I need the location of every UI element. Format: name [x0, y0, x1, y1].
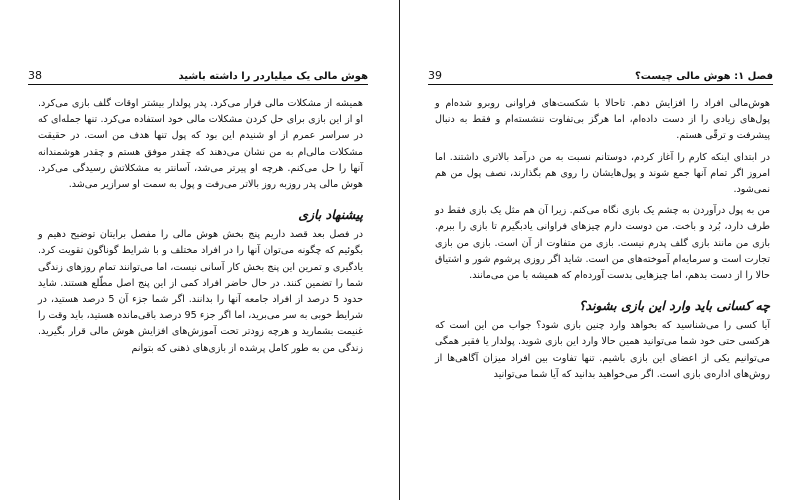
- right-page: [400, 0, 800, 500]
- right-paragraph-3: من به پول درآوردن به چشم یک بازی نگاه می‌کنم. زیرا آن هم مثل یک بازی فقط دو طرف دارد، بُرد و باخت. من دوست دارم چیزهای فراوانی یادبگیرم تا بازی را ببرم. بازی من مانند بازی گلف پدرم نیست. بازی من متفاوت از آن است. بازی من بازی تجارت است و سرمایه‌ام آموخته‌های من است. شاید اگر روزی پرشوم شور و اشتیاق حالا را از دست بدهم، اما چیزهایی بدست آورده‌ام که همیشه با من می‌مانند.: [435, 205, 770, 282]
- left-page-header: [28, 66, 368, 82]
- left-section-heading: پیشنهاد بازی: [298, 207, 363, 223]
- left-paragraph-2: در فصل بعد قصد داریم پنج بخش هوش مالی را مفصل برایتان توضیح دهیم و بگوئیم که چگونه می‌توان آنها را در افراد مختلف و با شرایط گوناگون تقویت کرد. یادگیری و تمرین این پنج بخش کار آسانی نیست، اما می‌توانند تمام روزهای زندگی شما را تضمین کنند. در حال حاضر افراد کمی از این پنج اصل مطّلع هستند. شاید حدود 5 درصد از افراد جامعه آنها را بدانند. اگر شما جزء آن 5 درصد هستید، در شرایط خوبی به سر می‌برید، اما اگر جزء 95 درصد باقی‌مانده هستید، باید وقت را غنیمت بشمارید و هرچه زودتر تحت آموزش‌های افزایش هوش مالی قرار بگیرید. زندگی من به طور کامل پرشده از بازی‌های ذهنی که بتوانم: [38, 229, 364, 354]
- right-section-heading: چه کسانی باید وارد این بازی بشوند؟: [578, 298, 770, 314]
- right-page-header: [428, 66, 773, 82]
- left-paragraph-1: همیشه از مشکلات مالی فرار می‌کرد. پدر پولدار بیشتر اوقات گلف بازی می‌کرد. او از این بازی برای حل کردن مشکلات مالی خود استفاده می‌کرد. تنها جمله‌ای که در سراسر عمرم از او شنیدم این بود که پول تنها هدف من است. در حقیقت مشکلات مالی‌ام به من نشان می‌دهند که چقدر موفق هستم و چقدر هوشمندانه آنها را حل می‌کنم. هرچه او پیرتر می‌شد، آسانتر به مشکلاتش رسیدگی می‌کرد. هوش مالی پدر روزبه روز بالاتر می‌رفت و پول به سمت او سرازیر می‌شد.: [38, 98, 363, 191]
- left-page-body: [38, 96, 363, 357]
- right-page-body: [435, 96, 770, 383]
- left-header-rule: [28, 84, 368, 85]
- left-page-header-title: هوش مالی یک میلیاردر را داشته باشید: [178, 71, 368, 82]
- left-page-number: 38: [28, 69, 42, 82]
- right-paragraph-2: در ابتدای اینکه کارم را آغاز کردم، دوستانم نسبت به من درآمد بالاتری داشتند. اما امروز اگر تمام آنها جمع شوند و پول‌هایشان را روی هم بگذارند، نصف پول من هم نمی‌شود.: [435, 151, 770, 196]
- right-paragraph-1: هوش‌مالی افراد را افزایش دهم. تاحالا با شکست‌های فراوانی روبرو شده‌ام و پول‌های زیادی را از دست داده‌ام، اما هرگز بی‌تفاوت ننشسته‌ام و فقط به دنبال پیشرفت و ترقّی هستم.: [435, 98, 770, 142]
- right-page-number: 39: [428, 69, 442, 82]
- right-paragraph-4: آیا کسی را می‌شناسید که بخواهد وارد چنین بازی شود؟ جواب من این است که هرکسی حتی خود شما می‌توانید همین حالا وارد این بازی شوید. پولدار یا فقیر همگی می‌توانیم یکی از اعضای این بازی باشیم. تنها تفاوت بین افراد میزان آگاهی‌ها از روش‌های اداره‌ی بازی است. اگر می‌خواهید بدانید که آیا شما می‌توانید: [435, 320, 770, 380]
- right-page-header-title: فصل ۱: هوش مالی چیست؟: [634, 71, 773, 82]
- right-header-rule: [428, 84, 773, 85]
